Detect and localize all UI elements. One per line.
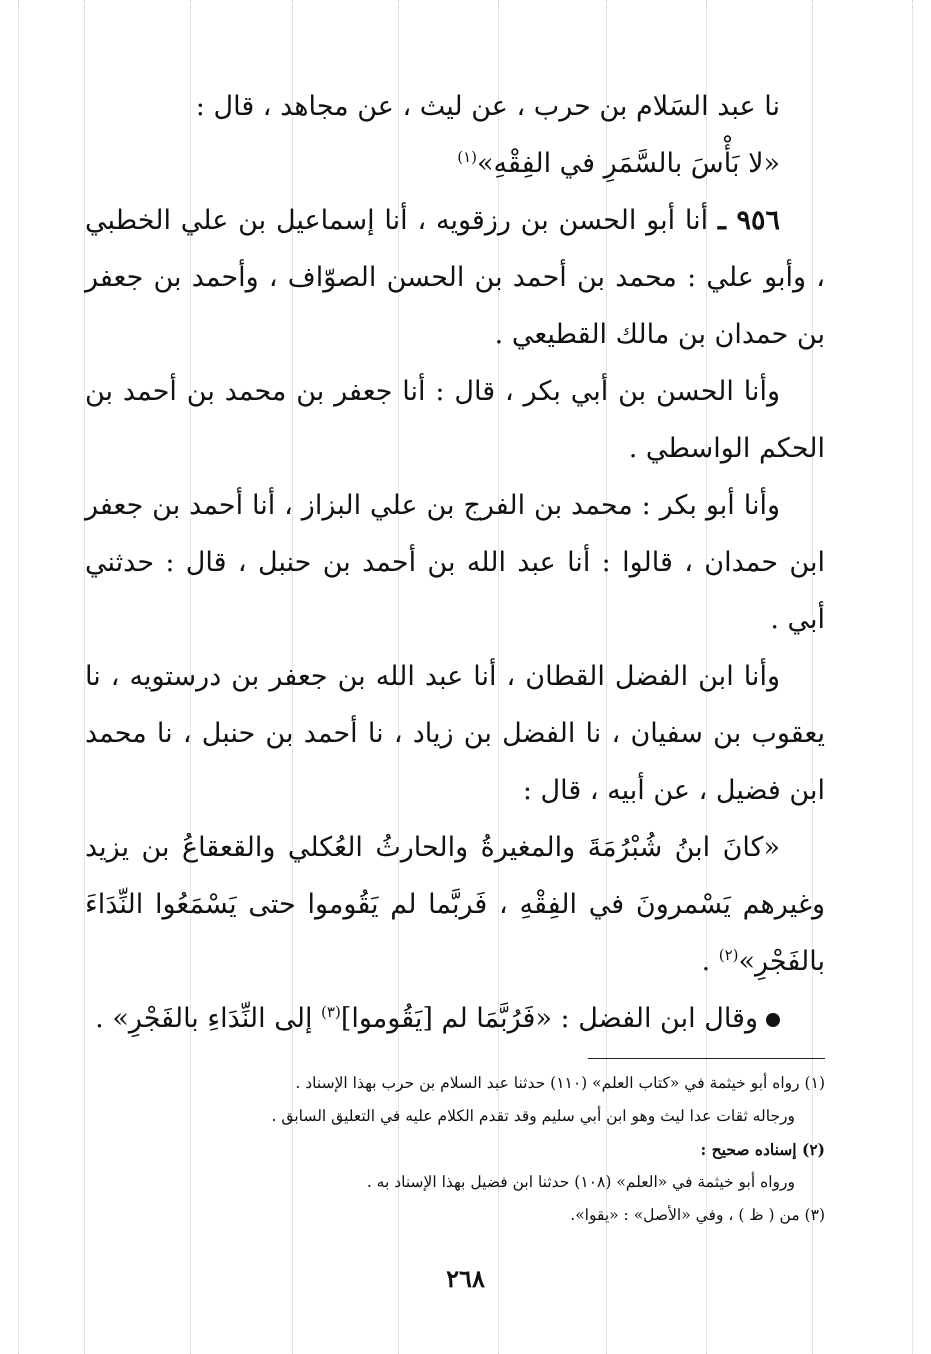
- bullet-icon: [766, 1013, 780, 1027]
- paragraph-956: [85, 192, 825, 363]
- paragraph-text: وأنا ابن الفضل القطان ، أنا عبد الله بن جعفر بن درستويه ، نا يعقوب بن سفيان ، نا الفضل بن زياد ، نا أحمد بن حنبل ، نا محمد ابن فضيل ، عن أبيه ، قال :: [85, 661, 825, 806]
- scan-guide-line: [18, 0, 19, 1354]
- hadith-number: ٩٥٦ ـ: [717, 205, 780, 236]
- end-mark: .: [701, 946, 719, 977]
- footnote-ref-2: (٢): [718, 946, 739, 964]
- footnote-separator: [588, 1058, 825, 1059]
- footnote-ref-1: (١): [457, 148, 478, 166]
- variant-note-paragraph: [85, 990, 825, 1047]
- footnote-2: (٢) إسناده صحيح :: [700, 1140, 825, 1159]
- paragraph-text: وأنا أبو بكر : محمد بن الفرج بن علي البزاز ، أنا أحمد بن جعفر ابن حمدان ، قالوا : أنا عبد الله بن أحمد بن حنبل ، قال : حدثني أبي .: [85, 490, 825, 635]
- scan-guide-line: [912, 0, 913, 1354]
- paragraph-text: وأنا الحسن بن أبي بكر ، قال : أنا جعفر بن محمد بن أحمد بن الحكم الواسطي .: [85, 376, 825, 464]
- paragraph-text: وقال ابن الفضل : «فَرُبَّمَا لم [يَقُوموا]: [340, 1003, 758, 1034]
- main-text: [85, 78, 825, 1047]
- footnotes: [85, 1067, 825, 1232]
- page-number: ٢٦٨: [446, 1264, 485, 1293]
- quote-text: «كانَ ابنُ شُبْرُمَةَ والمغيرةُ والحارثُ العُكلي والقعقاعُ بن يزيد وغيرهم يَسْمرونَ في الفِقْهِ ، فَربَّما لم يَقُوموا حتى يَسْمَعُوا النِّدَاءَ بالفَجْرِ»: [85, 832, 825, 977]
- footnote-1: (١) رواه أبو خيثمة في «كتاب العلم» (١١٠) حدثنا عبد السلام بن حرب بهذا الإسناد .: [295, 1074, 825, 1092]
- text-line: نا عبد السَلام بن حرب ، عن ليث ، عن مجاهد ، قال :: [195, 91, 780, 122]
- quote-text: «لا بَأْسَ بالسَّمَرِ في الفِقْهِ»: [477, 148, 780, 179]
- quote-line: [85, 135, 825, 192]
- quote-paragraph: [85, 819, 825, 990]
- paragraph-sanad-1: [85, 78, 825, 135]
- paragraph-chain-3: [85, 477, 825, 648]
- paragraph-chain-4: [85, 648, 825, 819]
- footnote-1-continuation: ورجاله ثقات عدا ليث وهو ابن أبي سليم وقد تقدم الكلام عليه في التعليق السابق .: [271, 1107, 795, 1125]
- paragraph-text-end: إلى النِّدَاءِ بالفَجْرِ» .: [95, 1003, 322, 1034]
- footnote-3: (٣) من ( ظ ) ، وفي «الأصل» : «يقوا».: [570, 1206, 825, 1224]
- footnote-2-continuation: ورواه أبو خيثمة في «العلم» (١٠٨) حدثنا ابن فضيل بهذا الإسناد به .: [366, 1173, 795, 1191]
- footnote-ref-3: (٣): [321, 1003, 341, 1021]
- paragraph-text: أنا أبو الحسن بن رزقويه ، أنا إسماعيل بن علي الخطبي ، وأبو علي : محمد بن أحمد بن الحسن الصوّاف ، وأحمد بن جعفر بن حمدان بن مالك القطيعي .: [85, 205, 825, 350]
- paragraph-chain-2: [85, 363, 825, 477]
